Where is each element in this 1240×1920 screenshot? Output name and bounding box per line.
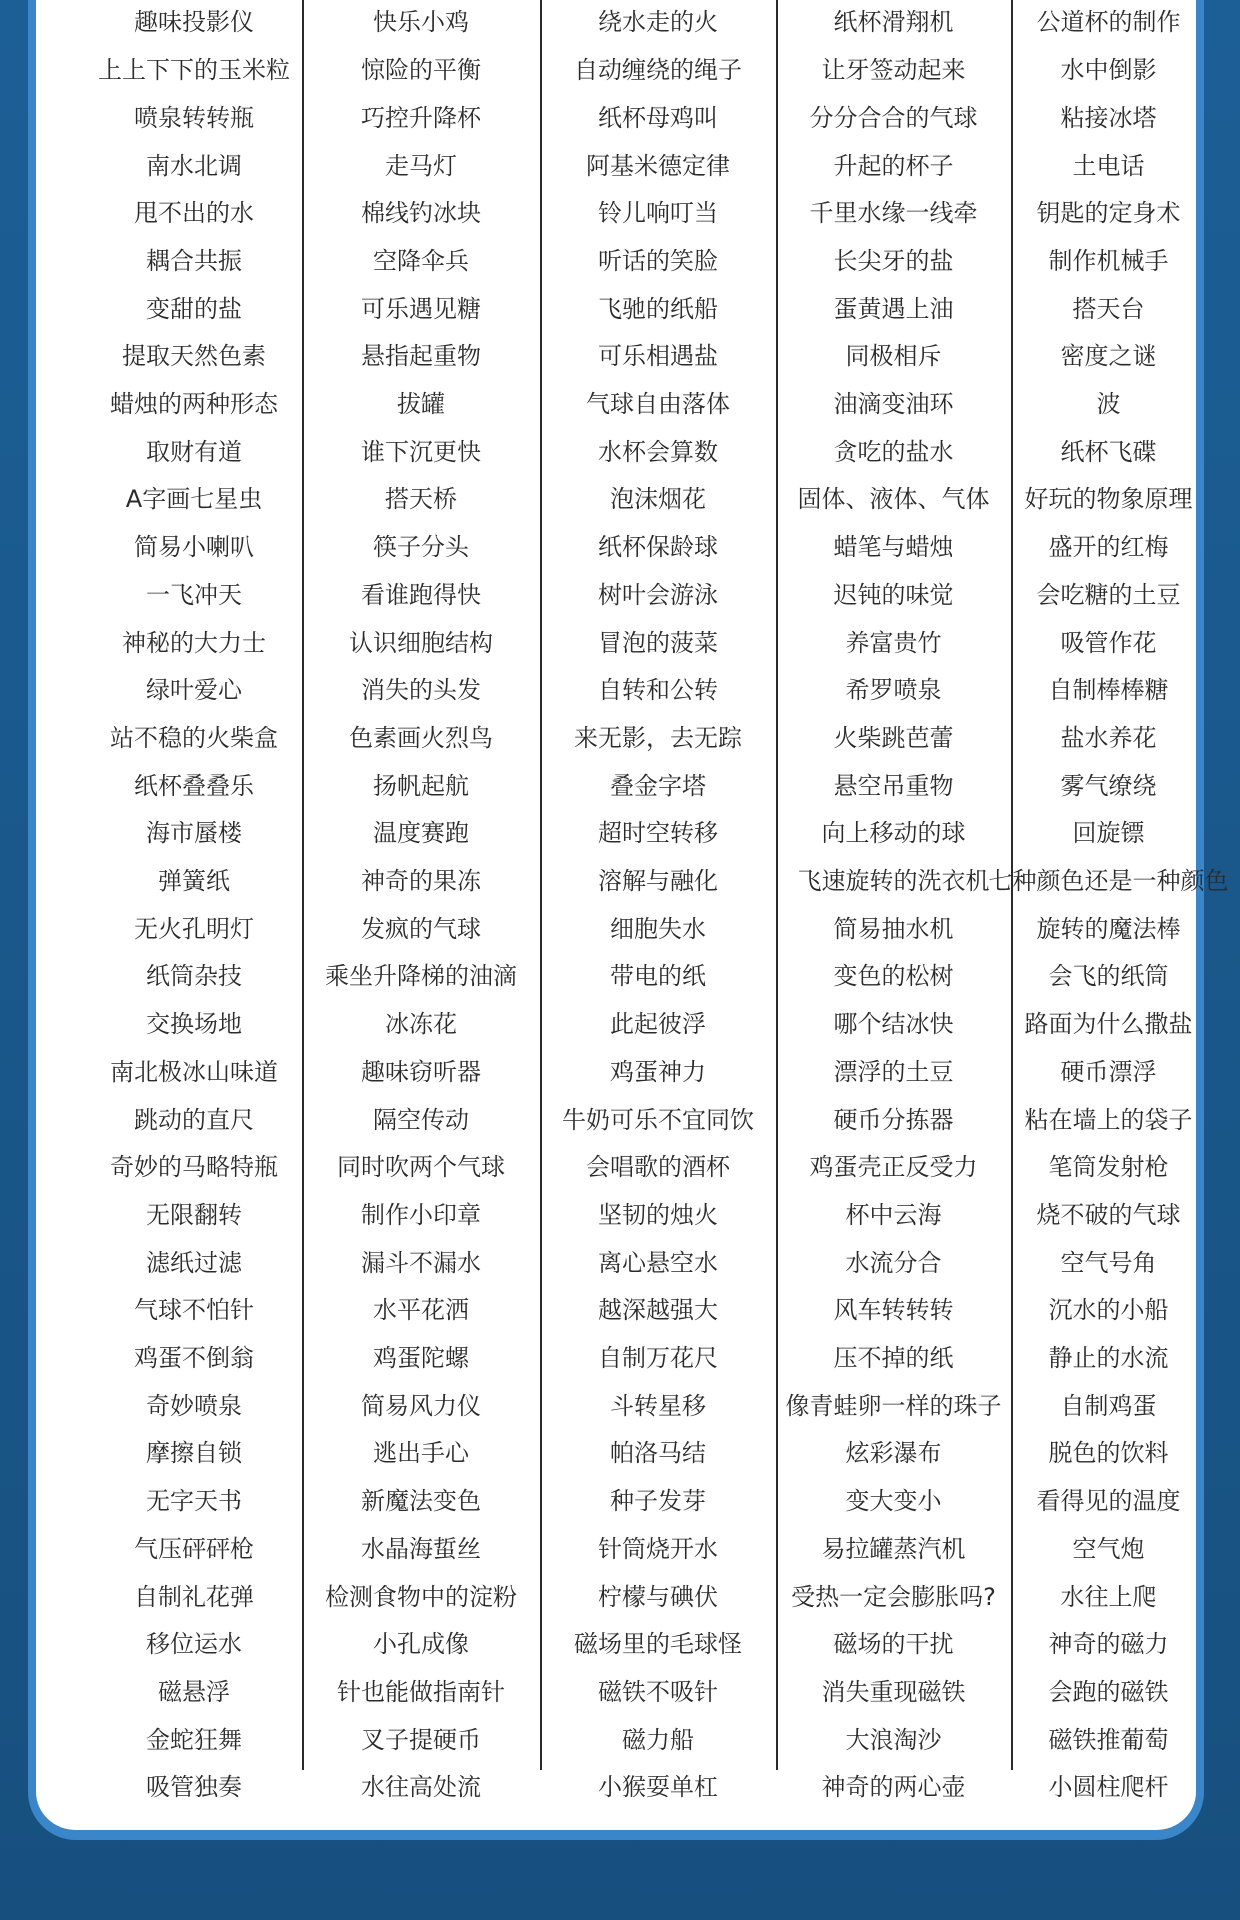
experiment-item: 斗转星移 — [610, 1391, 706, 1420]
experiment-item: 制作机械手 — [1048, 246, 1169, 275]
experiment-item: 纸杯叠叠乐 — [134, 771, 254, 800]
experiment-item: 脱色的饮料 — [1048, 1439, 1169, 1468]
experiment-item: 扬帆起航 — [373, 771, 469, 800]
experiment-item: 空气炮 — [1072, 1534, 1145, 1563]
experiment-item: 气球不怕针 — [134, 1296, 254, 1325]
experiment-item: 粘在墙上的袋子 — [1024, 1105, 1193, 1134]
experiment-item: 喷泉转转瓶 — [134, 103, 254, 132]
experiment-item: 自制礼花弹 — [134, 1582, 254, 1611]
experiment-item: 磁场里的毛球怪 — [574, 1630, 742, 1659]
experiment-item: 变大变小 — [845, 1487, 942, 1516]
experiment-column-3 — [540, 0, 778, 1802]
experiment-item: 神奇的果冻 — [361, 867, 481, 896]
experiment-item: 蜡烛的两种形态 — [110, 390, 278, 419]
experiment-item: 针也能做指南针 — [337, 1677, 505, 1706]
experiment-item: 自动缠绕的绳子 — [574, 56, 742, 85]
experiment-item: 绕水走的火 — [598, 8, 718, 37]
experiment-item: 叉子提硬币 — [361, 1725, 481, 1754]
experiment-item: 磁铁不吸针 — [598, 1677, 718, 1706]
experiment-item: 吸管独奏 — [146, 1773, 242, 1802]
experiment-item: 纸杯母鸡叫 — [598, 103, 718, 132]
experiment-item: 粘接冰塔 — [1060, 103, 1157, 132]
experiment-item: 千里水缘一线牵 — [809, 199, 978, 228]
experiment-item: 此起彼浮 — [610, 1010, 706, 1039]
experiment-item: 硬币分拣器 — [833, 1105, 954, 1134]
experiment-item: 水流分合 — [845, 1248, 942, 1277]
experiment-item: 柠檬与碘伏 — [598, 1582, 718, 1611]
experiment-item: 易拉罐蒸汽机 — [821, 1534, 966, 1563]
experiment-item: 自制鸡蛋 — [1060, 1391, 1157, 1420]
experiment-item: 漏斗不漏水 — [361, 1248, 481, 1277]
experiment-item: 鸡蛋壳正反受力 — [809, 1153, 978, 1182]
experiment-item: 针筒烧开水 — [598, 1534, 718, 1563]
experiment-item: 炫彩瀑布 — [845, 1439, 942, 1468]
experiment-item: 站不稳的火柴盒 — [110, 723, 278, 752]
experiment-item: 可乐相遇盐 — [598, 342, 718, 371]
experiment-item: 快乐小鸡 — [373, 8, 469, 37]
experiment-item: 贪吃的盐水 — [833, 437, 954, 466]
experiment-item: 迟钝的味觉 — [833, 580, 954, 609]
experiment-item: 磁场的干扰 — [833, 1630, 954, 1659]
experiment-item: 会唱歌的酒杯 — [586, 1153, 730, 1182]
experiment-item: 隔空传动 — [373, 1105, 469, 1134]
experiment-item: 油滴变油环 — [833, 390, 954, 419]
experiment-item: 树叶会游泳 — [598, 580, 718, 609]
experiment-item: 水往上爬 — [1060, 1582, 1157, 1611]
experiment-item: 雾气缭绕 — [1060, 771, 1157, 800]
experiment-item: 纸筒杂技 — [146, 962, 242, 991]
experiment-item: 移位运水 — [146, 1630, 242, 1659]
experiment-item: 小孔成像 — [373, 1630, 469, 1659]
experiment-item: 悬空吊重物 — [833, 771, 954, 800]
experiment-item: 空气号角 — [1060, 1248, 1157, 1277]
experiment-item: 泡沫烟花 — [610, 485, 706, 514]
experiment-item: 公道杯的制作 — [1036, 8, 1181, 37]
experiment-item: 风车转转转 — [833, 1296, 954, 1325]
experiment-item: 金蛇狂舞 — [146, 1725, 242, 1754]
experiment-item: 吸管作花 — [1060, 628, 1157, 657]
experiment-item: 搭天台 — [1072, 294, 1145, 323]
experiment-item: 海市蜃楼 — [146, 819, 242, 848]
experiment-item: 趣味窃听器 — [361, 1057, 481, 1086]
experiment-item: 磁力船 — [622, 1725, 694, 1754]
experiment-item: 水中倒影 — [1060, 56, 1157, 85]
experiment-item: 南北极冰山味道 — [110, 1057, 278, 1086]
experiment-item: 哪个结冰快 — [833, 1010, 954, 1039]
experiment-item: 压不掉的纸 — [833, 1344, 954, 1373]
experiment-item: 同时吹两个气球 — [337, 1153, 505, 1182]
experiment-item: 会吃糖的土豆 — [1036, 580, 1181, 609]
experiment-item: 分分合合的气球 — [809, 103, 978, 132]
experiment-item: 简易小喇叭 — [134, 533, 254, 562]
experiment-item: 色素画火烈鸟 — [349, 723, 493, 752]
experiment-item: 新魔法变色 — [361, 1487, 481, 1516]
experiment-item: 漂浮的土豆 — [833, 1057, 954, 1086]
experiment-item: 摩擦自锁 — [146, 1439, 242, 1468]
experiment-item: 波 — [1096, 390, 1121, 419]
experiment-item: 悬指起重物 — [361, 342, 481, 371]
experiment-item: 谁下沉更快 — [361, 437, 481, 466]
experiment-item: 钥匙的定身术 — [1036, 199, 1181, 228]
experiment-item: A字画七星虫 — [125, 485, 263, 514]
experiment-item: 巧控升降杯 — [361, 103, 481, 132]
experiment-item: 希罗喷泉 — [845, 676, 942, 705]
experiment-item: 逃出手心 — [373, 1439, 469, 1468]
experiment-item: 铃儿响叮当 — [598, 199, 718, 228]
experiment-column-2 — [302, 0, 542, 1802]
experiment-item: 自制棒棒糖 — [1048, 676, 1169, 705]
experiment-item: 密度之谜 — [1060, 342, 1157, 371]
experiment-item: 可乐遇见糖 — [361, 294, 481, 323]
experiment-item: 认识细胞结构 — [349, 628, 493, 657]
experiment-item: 气球自由落体 — [586, 390, 730, 419]
experiment-item: 帕洛马结 — [610, 1439, 706, 1468]
experiment-item: 细胞失水 — [610, 914, 706, 943]
experiment-item: 向上移动的球 — [821, 819, 966, 848]
experiment-item: 同极相斥 — [845, 342, 942, 371]
experiment-item: 空降伞兵 — [373, 246, 469, 275]
experiment-item: 神秘的大力士 — [122, 628, 266, 657]
experiment-item: 发疯的气球 — [361, 914, 481, 943]
experiment-item: 跳动的直尺 — [134, 1105, 254, 1134]
experiment-item: 无火孔明灯 — [134, 914, 254, 943]
experiment-item: 静止的水流 — [1048, 1344, 1169, 1373]
experiment-item: 小圆柱爬杆 — [1048, 1773, 1169, 1802]
experiment-item: 纸杯飞碟 — [1060, 437, 1157, 466]
experiment-item: 离心悬空水 — [598, 1248, 718, 1277]
experiment-item: 磁悬浮 — [158, 1677, 230, 1706]
experiment-item: 烧不破的气球 — [1036, 1200, 1181, 1229]
experiment-item: 简易风力仪 — [361, 1391, 481, 1420]
experiment-item: 叠金字塔 — [610, 771, 706, 800]
experiment-item: 水杯会算数 — [598, 437, 718, 466]
experiment-item: 固体、液体、气体 — [797, 485, 990, 514]
experiment-item: 升起的杯子 — [833, 151, 954, 180]
experiment-item: 一飞冲天 — [146, 580, 242, 609]
experiment-item: 小猴耍单杠 — [598, 1773, 718, 1802]
experiment-item: 变甜的盐 — [146, 294, 242, 323]
experiment-item: 会跑的磁铁 — [1048, 1677, 1169, 1706]
experiment-item: 简易抽水机 — [833, 914, 954, 943]
experiment-item: 拔罐 — [397, 390, 445, 419]
experiment-item: 变色的松树 — [833, 962, 954, 991]
experiment-item: 养富贵竹 — [845, 628, 942, 657]
experiment-item: 纸杯保龄球 — [598, 533, 718, 562]
experiment-item: 沉水的小船 — [1048, 1296, 1169, 1325]
experiment-item: 鸡蛋陀螺 — [373, 1344, 469, 1373]
experiment-list-card — [28, 0, 1229, 1840]
experiment-item: 笔筒发射枪 — [1048, 1153, 1169, 1182]
experiment-item: 趣味投影仪 — [134, 8, 254, 37]
experiment-item: 甩不出的水 — [134, 199, 254, 228]
experiment-item: 消失重现磁铁 — [821, 1677, 966, 1706]
experiment-item: 温度赛跑 — [373, 819, 469, 848]
experiment-item: 自制万花尺 — [598, 1344, 718, 1373]
experiment-item: 冒泡的菠菜 — [598, 628, 718, 657]
experiment-item: 路面为什么撒盐 — [1024, 1010, 1193, 1039]
experiment-item: 上上下下的玉米粒 — [98, 56, 290, 85]
experiment-item: 牛奶可乐不宜同饮 — [562, 1105, 754, 1134]
experiment-item: 坚韧的烛火 — [598, 1200, 718, 1229]
experiment-item: 飞驰的纸船 — [598, 294, 718, 323]
experiment-item: 溶解与融化 — [598, 867, 718, 896]
experiment-item: 看得见的温度 — [1036, 1487, 1181, 1516]
experiment-item: 盐水养花 — [1060, 723, 1157, 752]
experiment-item: 来无影，去无踪 — [574, 723, 742, 752]
experiment-item: 水往高处流 — [361, 1773, 481, 1802]
experiment-item: 火柴跳芭蕾 — [833, 723, 954, 752]
experiment-item: 搭天桥 — [385, 485, 457, 514]
experiment-item: 听话的笑脸 — [598, 246, 718, 275]
experiment-item: 纸杯滑翔机 — [833, 8, 954, 37]
experiment-item: 无限翻转 — [146, 1200, 242, 1229]
experiment-item: 看谁跑得快 — [361, 580, 481, 609]
experiment-item: 检测食物中的淀粉 — [325, 1582, 517, 1611]
experiment-item: 种子发芽 — [610, 1487, 706, 1516]
experiment-item: 大浪淘沙 — [845, 1725, 942, 1754]
experiment-column-1 — [86, 0, 304, 1802]
experiment-item: 蛋黄遇上油 — [833, 294, 954, 323]
experiment-item: 无字天书 — [146, 1487, 242, 1516]
experiment-item: 乘坐升降梯的油滴 — [325, 962, 517, 991]
experiment-item: 硬币漂浮 — [1060, 1057, 1157, 1086]
experiment-column-4 — [776, 0, 1013, 1802]
experiment-item: 神奇的磁力 — [1048, 1630, 1169, 1659]
experiment-item: 盛开的红梅 — [1048, 533, 1169, 562]
experiment-item: 惊险的平衡 — [361, 56, 481, 85]
experiment-item: 旋转的魔法棒 — [1036, 914, 1181, 943]
experiment-item: 冰冻花 — [385, 1010, 457, 1039]
experiment-item: 鸡蛋神力 — [610, 1057, 706, 1086]
experiment-item: 提取天然色素 — [122, 342, 266, 371]
experiment-item: 神奇的两心壶 — [821, 1773, 966, 1802]
experiment-item: 越深越强大 — [598, 1296, 718, 1325]
experiment-item: 杯中云海 — [845, 1200, 942, 1229]
experiment-item: 好玩的物象原理 — [1024, 485, 1193, 514]
experiment-item: 筷子分头 — [373, 533, 469, 562]
experiment-item: 蜡笔与蜡烛 — [833, 533, 954, 562]
experiment-item: 阿基米德定律 — [586, 151, 730, 180]
experiment-item: 会飞的纸筒 — [1048, 962, 1169, 991]
experiment-item: 耦合共振 — [146, 246, 242, 275]
experiment-item: 鸡蛋不倒翁 — [134, 1344, 254, 1373]
experiment-item: 自转和公转 — [598, 676, 718, 705]
experiment-item: 水晶海蜇丝 — [361, 1534, 481, 1563]
experiment-item: 七种颜色还是一种颜色 — [988, 867, 1229, 896]
experiment-item: 超时空转移 — [598, 819, 718, 848]
experiment-item: 消失的头发 — [361, 676, 481, 705]
experiment-item: 让牙签动起来 — [821, 56, 966, 85]
experiment-item: 绿叶爱心 — [146, 676, 242, 705]
experiment-item: 滤纸过滤 — [146, 1248, 242, 1277]
experiment-grid — [86, 0, 1229, 1802]
experiment-item: 土电话 — [1072, 151, 1145, 180]
experiment-item: 回旋镖 — [1072, 819, 1145, 848]
experiment-item: 水平花洒 — [373, 1296, 469, 1325]
experiment-item: 像青蛙卵一样的珠子 — [785, 1391, 1002, 1420]
experiment-item: 交换场地 — [146, 1010, 242, 1039]
experiment-item: 飞速旋转的洗衣机 — [797, 867, 990, 896]
experiment-item: 制作小印章 — [361, 1200, 481, 1229]
experiment-item: 弹簧纸 — [158, 867, 230, 896]
experiment-item: 奇妙的马略特瓶 — [110, 1153, 278, 1182]
experiment-item: 受热一定会膨胀吗? — [791, 1582, 996, 1611]
experiment-column-5 — [988, 0, 1229, 1802]
experiment-item: 走马灯 — [385, 151, 457, 180]
experiment-item: 南水北调 — [146, 151, 242, 180]
experiment-item: 带电的纸 — [610, 962, 706, 991]
experiment-item: 奇妙喷泉 — [146, 1391, 242, 1420]
experiment-item: 气压砰砰枪 — [134, 1534, 254, 1563]
experiment-item: 棉线钓冰块 — [361, 199, 481, 228]
experiment-item: 取财有道 — [146, 437, 242, 466]
experiment-item: 长尖牙的盐 — [833, 246, 954, 275]
experiment-item: 磁铁推葡萄 — [1048, 1725, 1169, 1754]
